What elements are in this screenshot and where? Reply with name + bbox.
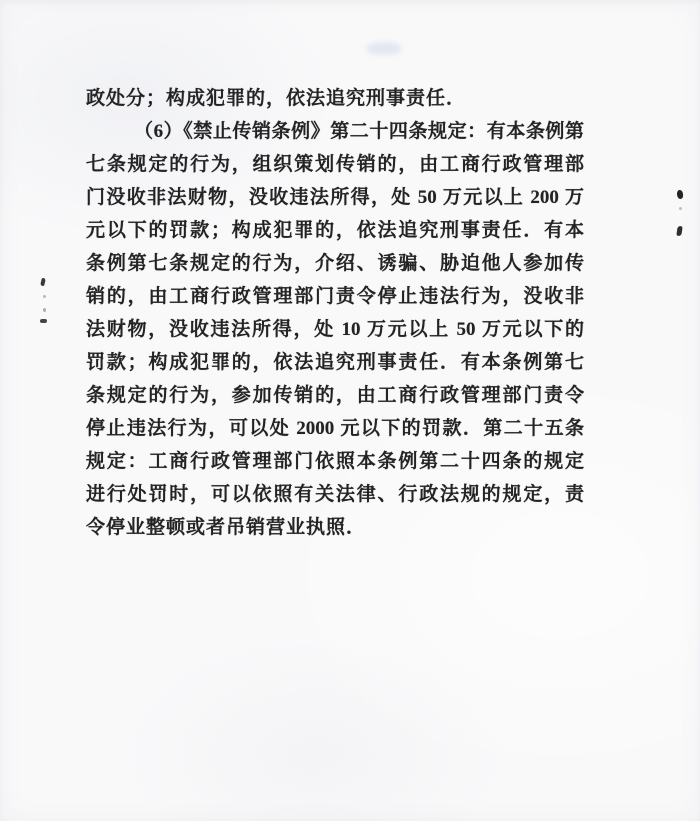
ink-speck-right-1: [677, 190, 684, 200]
text-line-6: 条例第七条规定的行为，介绍、诱骗、胁迫他人参加传: [86, 253, 584, 274]
ink-speck-left-3: [43, 308, 46, 312]
text-line-10: 条规定的行为，参加传销的，由工商行政管理部门责令: [86, 385, 584, 406]
text-line-13: 进行处罚时，可以依照有关法律、行政法规的规定，责: [86, 484, 584, 505]
document-text-block: [86, 82, 584, 544]
text-line-11: 停止违法行为，可以处 2000 元以下的罚款．第二十五条: [86, 418, 584, 439]
ink-speck-left-2: [43, 295, 46, 298]
text-line-7: 销的，由工商行政管理部门责令停止违法行为，没收非: [86, 286, 584, 307]
text-line-12: 规定：工商行政管理部门依照本条例第二十四条的规定: [86, 451, 584, 472]
scanner-smudge: [366, 42, 402, 55]
text-line-4: 门没收非法财物，没收违法所得，处 50 万元以上 200 万: [86, 187, 584, 208]
ink-speck-left-1: [40, 278, 46, 287]
text-line-14: 令停业整顿或者吊销营业执照．: [86, 517, 367, 538]
text-line-9: 罚款；构成犯罪的，依法追究刑事责任．有本条例第七: [86, 352, 584, 373]
text-line-3: 七条规定的行为，组织策划传销的，由工商行政管理部: [86, 154, 584, 175]
text-line-1: 政处分；构成犯罪的，依法追究刑事责任．: [86, 88, 467, 109]
ink-speck-right-3: [676, 226, 682, 237]
text-line-2: （6）《禁止传销条例》第二十四条规定：有本条例第: [134, 121, 584, 142]
text-line-8: 法财物，没收违法所得，处 10 万元以上 50 万元以下的: [86, 319, 584, 340]
ink-speck-left-4: [40, 319, 47, 323]
ink-speck-right-2: [679, 207, 682, 210]
text-line-5: 元以下的罚款；构成犯罪的，依法追究刑事责任．有本: [86, 220, 584, 241]
